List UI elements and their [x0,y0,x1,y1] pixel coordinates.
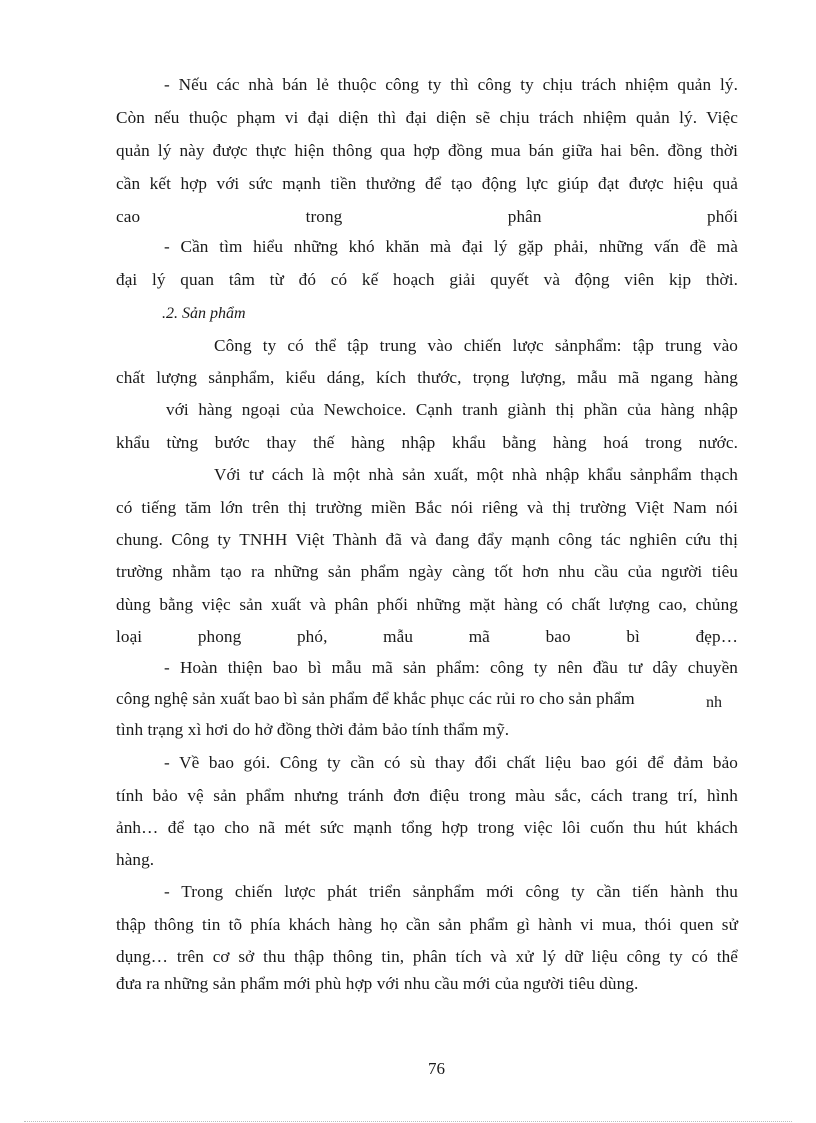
text-line: có tiếng tăm lớn trên thị trường miền Bắc nói riêng và thị trường Việt Nam nói [116,498,738,517]
text-line: công nghệ sản xuất bao bì sản phẩm để khắc phục các rủi ro cho sản phẩm [116,689,635,708]
text-line: Còn nếu thuộc phạm vi đại diện thì đại diện sẽ chịu trách nhiệm quản lý. Việc [116,108,738,127]
text-line: dùng bằng việc sản xuất và phân phối những mặt hàng có chất lượng cao, chủng [116,595,738,614]
text-line: quản lý này được thực hiện thông qua hợp đồng mua bán giữa hai bên. đồng thời [116,141,738,160]
text-line: khẩu từng bước thay thế hàng nhập khẩu bằng hàng hoá trong nước. [116,433,738,452]
text-line: - Trong chiến lược phát triển sảnphẩm mới công ty cần tiến hành thu [164,882,738,901]
text-line: Với tư cách là một nhà sản xuất, một nhà nhập khẩu sảnphẩm thạch [214,465,738,484]
text-line: đưa ra những sản phẩm mới phù hợp với nhu cầu mới của người tiêu dùng. [116,974,639,993]
text-line: với hàng ngoại của Newchoice. Cạnh tranh giành thị phần của hàng nhập [166,400,738,419]
text-line: chung. Công ty TNHH Việt Thành đã và đang đẩy mạnh công tác nghiên cứu thị [116,530,738,549]
text-line: thập thông tin tõ phía khách hàng họ cần sản phẩm gì hành vi mua, thói quen sử [116,915,738,934]
text-line: đại lý quan tâm từ đó có kế hoạch giải quyết và động viên kịp thời. [116,270,738,289]
text-line: cần kết hợp với sức mạnh tiền thưởng để tạo động lực giúp đạt được hiệu quả [116,174,738,193]
text-line: - Nếu các nhà bán lẻ thuộc công ty thì công ty chịu trách nhiệm quản lý. [164,75,738,94]
text-line: ảnh… để tạo cho nã mét sức mạnh tổng hợp trong việc lôi cuốn thu hút khách [116,818,738,837]
text-line: - Cần tìm hiểu những khó khăn mà đại lý gặp phải, những vấn đề mà [164,237,738,256]
text-line: loại phong phó, mẫu mã bao bì đẹp… [116,627,738,646]
text-line: dụng… trên cơ sở thu thập thông tin, phân tích và xử lý dữ liệu công ty có thể [116,947,738,966]
text-line: cao trong phân phối [116,207,738,226]
section-heading: .2. Sản phẩm [162,305,246,322]
text-line: - Hoàn thiện bao bì mẫu mã sản phẩm: công ty nên đầu tư dây chuyền [164,658,738,677]
text-line: - Về bao gói. Công ty cần có sù thay đổi chất liệu bao gói để đảm bảo [164,753,738,772]
text-line: tính bảo vệ sản phẩm nhưng tránh đơn điệu trong màu sắc, cách trang trí, hình [116,786,738,805]
footer-divider [24,1121,792,1122]
text-line: tình trạng xì hơi do hở đồng thời đảm bảo tính thẩm mỹ. [116,720,510,739]
text-line: hàng. [116,850,155,869]
text-line: Công ty có thể tập trung vào chiến lược sảnphẩm: tập trung vào [214,336,738,355]
text-line: chất lượng sảnphẩm, kiểu dáng, kích thước, trọng lượng, mẫu mã ngang hàng [116,368,738,387]
text-line: trường nhằm tạo ra những sản phẩm ngày càng tốt hơn nhu cầu của người tiêu [116,562,738,581]
stray-text: nh [706,694,722,711]
page-number: 76 [428,1059,445,1078]
